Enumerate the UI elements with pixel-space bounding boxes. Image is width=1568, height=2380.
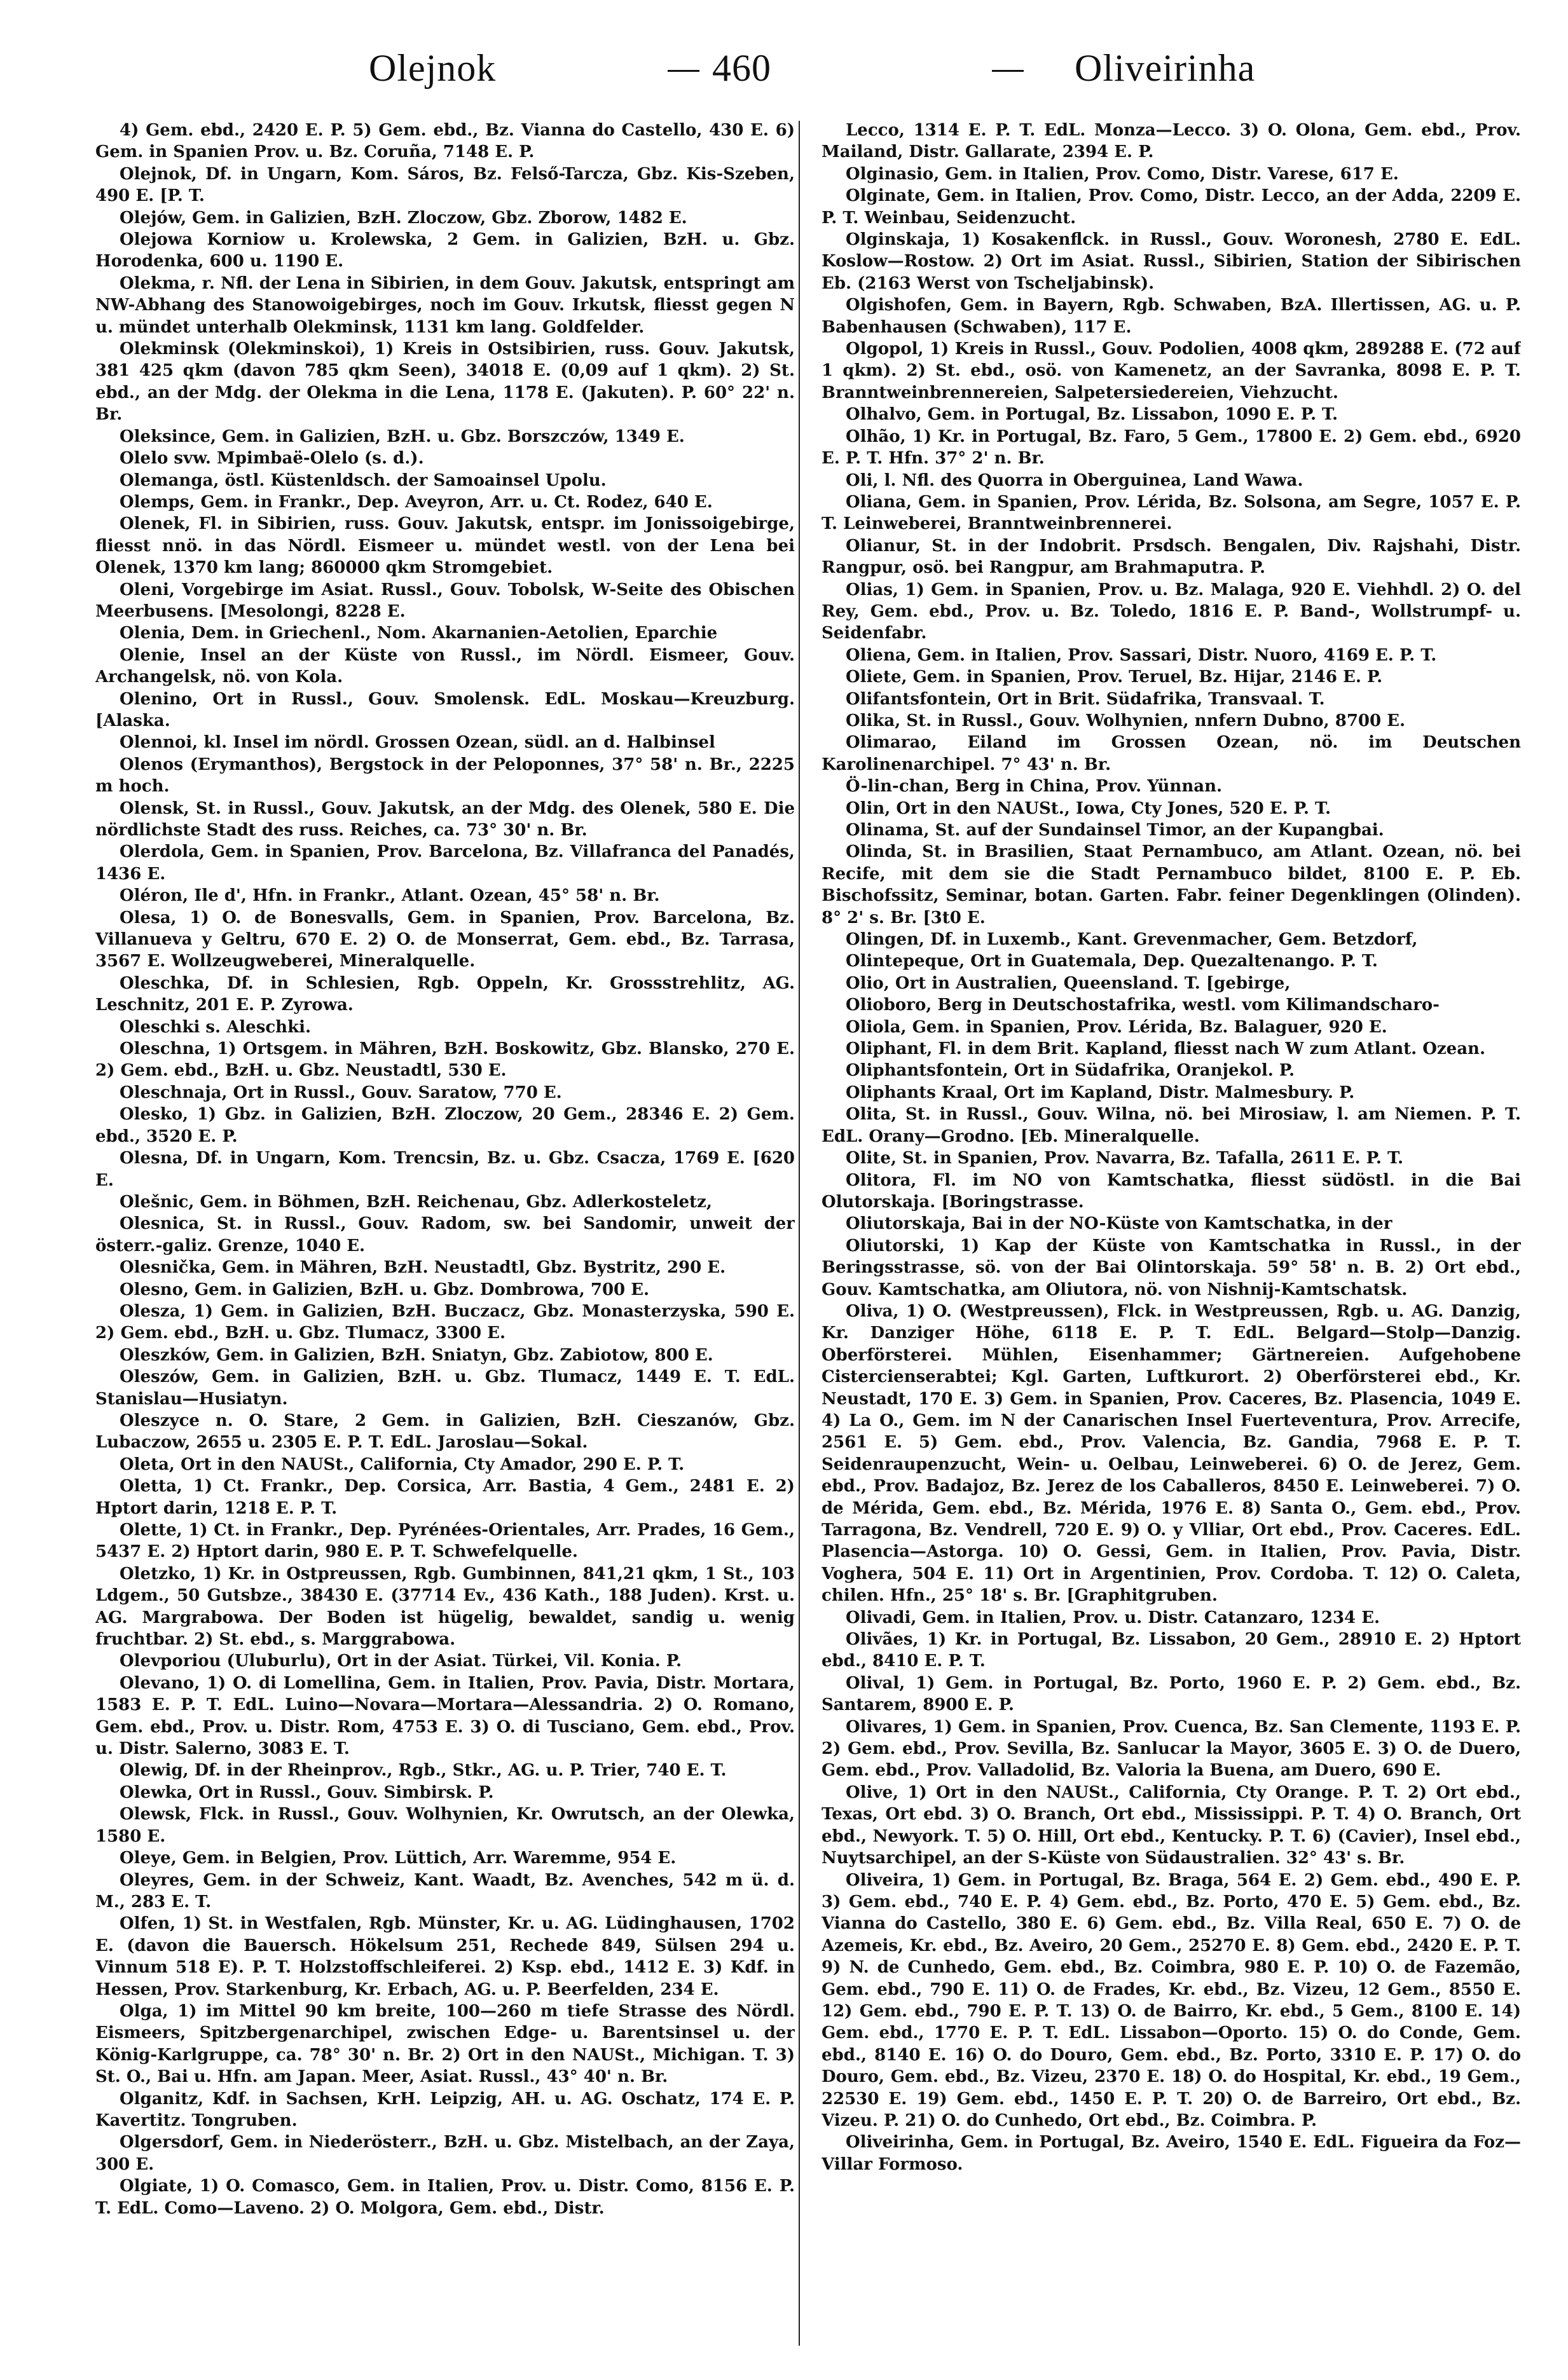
column-divider [799, 121, 800, 2346]
dictionary-entry: Olevano, 1) O. di Lomellina, Gem. in Italien, Prov. Pavia, Distr. Mortara, 1583 E. P. T. EdL. Luino—Novara—Mortara—Alessandria. 2) O. Romano, Gem. ebd., Prov. u. Distr. Rom, 4753 E. 3) O. di Tusciano, Gem. ebd., Prov. u. Distr. Salerno, 3083 E. T. [95, 1673, 795, 1759]
dictionary-entry: Olive, 1) Ort in den NAUSt., California, Cty Orange. P. T. 2) Ort ebd., Texas, Ort ebd. 3) O. Branch, Ort ebd., Mississippi. P. T. 4) O. Branch, Ort ebd., Newyork. T. 5) O. Hill, Ort ebd., Kentucky. P. T. 6) (Cavier), Insel ebd., Nuytsarchipel, an der S-Küste von Südaustralien. 32° 43' s. Br. [822, 1782, 1521, 1868]
dictionary-entry: Olga, 1) im Mittel 90 km breite, 100—260 m tiefe Strasse des Nördl. Eismeers, Spitzbergenarchipel, zwischen Edge- u. Barentsinsel u. der König-Karlgruppe, ca. 78° 30' n. Br. 2) Ort in den NAUSt., Michigan. T. 3) St. O., Bai u. Hfn. am Japan. Meer, Asiat. Russl., 43° 40' n. Br. [95, 2001, 795, 2087]
dictionary-entry: Oléron, Ile d', Hfn. in Frankr., Atlant. Ozean, 45° 58' n. Br. [120, 886, 660, 906]
dictionary-entry: Olifantsfontein, Ort in Brit. Südafrika, Transvaal. T. [846, 689, 1325, 709]
dictionary-entry: Oleksince, Gem. in Galizien, BzH. u. Gbz. Borszczów, 1349 E. [120, 427, 685, 446]
dictionary-entry: Olhalvo, Gem. in Portugal, Bz. Lissabon, 1090 E. P. T. [846, 405, 1338, 425]
dictionary-entry: Oleszyce n. O. Stare, 2 Gem. in Galizien, BzH. Cieszanów, Gbz. Lubaczow, 2655 u. 2305 E. P. T. EdL. Jaroslau—Sokal. [95, 1411, 795, 1453]
dictionary-entry: Oliana, Gem. in Spanien, Prov. Lérida, Bz. Solsona, am Segre, 1057 E. P. T. Leinweberei, Branntweinbrennerei. [822, 492, 1521, 534]
dictionary-entry: Olivares, 1) Gem. in Spanien, Prov. Cuenca, Bz. San Clemente, 1193 E. P. 2) Gem. ebd., Prov. Sevilla, Bz. Sanlucar la Mayor, 3605 E. 3) O. de Duero, Gem. ebd., Prov. Valladolid, Bz. Valoria la Buena, am Duero, 690 E. [822, 1717, 1521, 1781]
dictionary-entry: Oleschnaja, Ort in Russl., Gouv. Saratow, 770 E. [120, 1083, 562, 1102]
dictionary-entry: Oliphantsfontein, Ort in Südafrika, Oranjekol. P. [846, 1061, 1295, 1081]
dictionary-entry: Olette, 1) Ct. in Frankr., Dep. Pyrénées-Orientales, Arr. Prades, 16 Gem., 5437 E. 2) Hptort darin, 980 E. P. T. Schwefelquelle. [95, 1521, 795, 1562]
dictionary-entry: Oliphants Kraal, Ort im Kapland, Distr. Malmesbury. P. [846, 1083, 1355, 1102]
dictionary-entry: Oliutorski, 1) Kap der Küste von Kamtschatka in Russl., in der Beringsstrasse, sö. von der Bai Olintorskaja. 59° 58' n. B. 2) Ort ebd., Gouv. Kamtschatka, am Oliutora, nö. von Nishnij-Kamtschatsk. [822, 1236, 1521, 1299]
dictionary-entry: Oliena, Gem. in Italien, Prov. Sassari, Distr. Nuoro, 4169 E. P. T. [846, 645, 1437, 665]
header-first-entry: Olejnok [369, 47, 497, 89]
dictionary-entry: Oleye, Gem. in Belgien, Prov. Lüttich, Arr. Waremme, 954 E. [120, 1849, 677, 1868]
dictionary-entry: Olimarao, Eiland im Grossen Ozean, nö. im Deutschen Karolinenarchipel. 7° 43' n. Br. [822, 733, 1521, 774]
dictionary-entry: Olekminsk (Olekminskoi), 1) Kreis in Ostsibirien, russ. Gouv. Jakutsk, 381 425 qkm (davon 785 qkm Seen), 34018 E. (0,09 auf 1 qkm). 2) St. ebd., an der Mdg. der Olekma in die Lena, 1178 E. (Jakuten). P. 60° 22' n. Br. [95, 339, 795, 425]
dictionary-entry: Oleschki s. Aleschki. [120, 1017, 312, 1037]
dictionary-entry: Oletzko, 1) Kr. in Ostpreussen, Rgb. Gumbinnen, 841,21 qkm, 1 St., 103 Ldgem., 50 Gutsbze., 38430 E. (37714 Ev., 436 Kath., 188 Juden). Krst. u. AG. Margrabowa. Der Boden ist hügelig, bewaldet, sandig u. wenig fruchtbar. 2) St. ebd., s. Marggrabowa. [95, 1564, 795, 1650]
left-column [95, 120, 795, 2344]
dictionary-entry: Olenia, Dem. in Griechenl., Nom. Akarnanien-Aetolien, Eparchie [120, 624, 718, 643]
dictionary-entry: Oleschka, Df. in Schlesien, Rgb. Oppeln, Kr. Grossstrehlitz, AG. Leschnitz, 201 E. P. Zyrowa. [95, 973, 795, 1015]
dictionary-entry: Oliva, 1) O. (Westpreussen), Flck. in Westpreussen, Rgb. u. AG. Danzig, Kr. Danziger Höhe, 6118 E. P. T. EdL. Belgard—Stolp—Danzig. Oberförsterei. Mühlen, Eisenhammer; Gärtnereien. Aufgehobene Cistercienserabtei; Kgl. Garten, Luftkurort. 2) Oberförsterei ebd., Kr. Neustadt, 170 E. 3) Gem. in Spanien, Prov. Caceres, Bz. Plasencia, 1049 E. 4) La O., Gem. im N der Canarischen Insel Fuerteventura, Prov. Arrecife, 2561 E. 5) Gem. ebd., Prov. Valencia, Bz. Gandia, 7968 E. P. T. Seidenraupenzucht, Wein- u. Oelbau, Leinweberei. 6) O. de Jerez, Gem. ebd., Prov. Badajoz, Bz. Jerez de los Caballeros, 8450 E. Leinweberei. 7) O. de Mérida, Gem. ebd., Bz. Mérida, 1976 E. 8) Santa O., Gem. ebd., Prov. Tarragona, Bz. Vendrell, 720 E. 9) O. y Vlliar, Ort ebd., Prov. Caceres. EdL. Plasencia—Astorga. 10) O. Gessi, Gem. in Italien, Prov. Pavia, Distr. Voghera, 504 E. 11) Ort in Argentinien, Prov. Cordoba. T. 12) O. Caleta, chilen. Hfn., 25° 18' s. Br. [Graphitgruben. [822, 1301, 1521, 1606]
dictionary-entry: Olevporiou (Uluburlu), Ort in der Asiat. Türkei, Vil. Konia. P. [120, 1652, 682, 1671]
dictionary-entry: Oliveira, 1) Gem. in Portugal, Bz. Braga, 564 E. 2) Gem. ebd., 490 E. P. 3) Gem. ebd., 740 E. P. 4) Gem. ebd., Bz. Porto, 470 E. 5) Gem. ebd., Bz. Vianna do Castello, 380 E. 6) Gem. ebd., Bz. Villa Real, 650 E. 7) O. de Azemeis, Kr. ebd., Bz. Aveiro, 20 Gem., 25270 E. 8) Gem. ebd., 2420 E. P. T. 9) N. de Cunhedo, Gem. ebd., Bz. Coimbra, 980 E. P. 10) O. de Fazemão, Gem. ebd., 790 E. 11) O. de Frades, Kr. ebd., Bz. Vizeu, 12 Gem., 8550 E. 12) Gem. ebd., 790 E. P. T. 13) O. de Bairro, Kr. ebd., 5 Gem., 8100 E. 14) Gem. ebd., 1770 E. P. T. EdL. Lissabon—Oporto. 15) O. do Conde, Gem. ebd., 8140 E. 16) O. do Douro, Gem. ebd., Bz. Porto, 3310 E. P. 17) O. do Douro, Gem. ebd., Bz. Vizeu, 2370 E. 18) O. do Hospital, Kr. ebd., 19 Gem., 22530 E. 19) Gem. ebd., 1450 E. P. T. 20) O. de Barreiro, Ort ebd., Bz. Vizeu. P. 21) O. do Cunhedo, Ort ebd., Bz. Coimbra. P. [822, 1870, 1521, 2130]
dictionary-entry: Oleni, Vorgebirge im Asiat. Russl., Gouv. Tobolsk, W-Seite des Obischen Meerbusens. [Mesolongi, 8228 E. [95, 580, 795, 621]
dictionary-entry: Oleszów, Gem. in Galizien, BzH. u. Gbz. Tlumacz, 1449 E. T. EdL. Stanislau—Husiatyn. [95, 1367, 795, 1409]
dictionary-entry: Olintepeque, Ort in Guatemala, Dep. Quezaltenango. P. T. [846, 952, 1378, 971]
dictionary-entry: Olhão, 1) Kr. in Portugal, Bz. Faro, 5 Gem., 17800 E. 2) Gem. ebd., 6920 E. P. T. Hfn. 37° 2' n. Br. [822, 427, 1521, 468]
dictionary-entry: Olinama, St. auf der Sundainsel Timor, an der Kupangbai. [846, 821, 1384, 840]
dictionary-entry: Olennoi, kl. Insel im nördl. Grossen Ozean, südl. an d. Halbinsel [120, 733, 715, 753]
dictionary-entry: Olešnic, Gem. in Böhmen, BzH. Reichenau, Gbz. Adlerkosteletz, [120, 1192, 712, 1212]
dictionary-entry: Olite, St. in Spanien, Prov. Navarra, Bz. Tafalla, 2611 E. P. T. [846, 1149, 1404, 1168]
dictionary-entry: Olgishofen, Gem. in Bayern, Rgb. Schwaben, BzA. Illertissen, AG. u. P. Babenhausen (Schwaben), 117 E. [822, 296, 1521, 337]
right-column [822, 120, 1521, 2344]
dictionary-entry: Olinda, St. in Brasilien, Staat Pernambuco, am Atlant. Ozean, nö. bei Recife, mit dem sie die Stadt Pernambuco bildet, 8100 E. P. Eb. Bischofssitz, Seminar, botan. Garten. Fabr. feiner Degenklingen (Olinden). 8° 2' s. Br. [3t0 E. [822, 842, 1521, 927]
dictionary-entry: Olianur, St. in der Indobrit. Prsdsch. Bengalen, Div. Rajshahi, Distr. Rangpur, osö. bei Rangpur, am Brahmaputra. P. [822, 536, 1521, 578]
page-number: 460 [712, 47, 771, 89]
dictionary-entry: 4) Gem. ebd., 2420 E. P. 5) Gem. ebd., Bz. Vianna do Castello, 430 E. 6) Gem. in Spanien Prov. u. Bz. Coruña, 7148 E. P. [95, 121, 795, 162]
dictionary-entry: Olgopol, 1) Kreis in Russl., Gouv. Podolien, 4008 qkm, 289288 E. (72 auf 1 qkm). 2) St. ebd., osö. von Kamenetz, an der Savranka, 8098 E. P. T. Branntweinbrennereien, Salpetersiedereien, Viehzucht. [822, 339, 1521, 402]
dictionary-entry: Olekma, r. Nfl. der Lena in Sibirien, in dem Gouv. Jakutsk, entspringt am NW-Abhang des Stanowoigebirges, noch im Gouv. Irkutsk, fliesst gegen N u. mündet unterhalb Olekminsk, 1131 km lang. Goldfelder. [95, 273, 795, 337]
dictionary-entry: Oli, l. Nfl. des Quorra in Oberguinea, Land Wawa. [846, 470, 1303, 490]
dictionary-entry: Olemps, Gem. in Frankr., Dep. Aveyron, Arr. u. Ct. Rodez, 640 E. [120, 492, 713, 512]
dictionary-entry: Olemanga, östl. Küstenldsch. der Samoainsel Upolu. [120, 470, 607, 490]
dictionary-entry: Ö-lin-chan, Berg in China, Prov. Yünnan. [846, 777, 1223, 797]
dictionary-entry: Olias, 1) Gem. in Spanien, Prov. u. Bz. Malaga, 920 E. Viehhdl. 2) O. del Rey, Gem. ebd., Prov. u. Bz. Toledo, 1816 E. P. Band-, Wollstrumpf- u. Seidenfabr. [822, 580, 1521, 643]
dictionary-entry: Olenek, Fl. in Sibirien, russ. Gouv. Jakutsk, entspr. im Jonissoigebirge, fliesst nnö. in das Nördl. Eismeer u. mündet westl. von der Lena bei Olenek, 1370 km lang; 860000 qkm Stromgebiet. [95, 514, 795, 578]
dictionary-entry: Olganitz, Kdf. in Sachsen, KrH. Leipzig, AH. u. AG. Oschatz, 174 E. P. Kavertitz. Tongruben. [95, 2089, 795, 2130]
dictionary-entry: Olgiate, 1) O. Comasco, Gem. in Italien, Prov. u. Distr. Como, 8156 E. P. T. EdL. Como—Laveno. 2) O. Molgora, Gem. ebd., Distr. [95, 2177, 795, 2218]
dictionary-entry: Oleschna, 1) Ortsgem. in Mähren, BzH. Boskowitz, Gbz. Blansko, 270 E. 2) Gem. ebd., BzH. u. Gbz. Neustadtl, 530 E. [95, 1039, 795, 1081]
dictionary-entry: Olioboro, Berg in Deutschostafrika, westl. vom Kilimandscharo- [846, 995, 1440, 1015]
dictionary-entry: Olgersdorf, Gem. in Niederösterr., BzH. u. Gbz. Mistelbach, an der Zaya, 300 E. [95, 2133, 795, 2174]
dictionary-entry: Oleyres, Gem. in der Schweiz, Kant. Waadt, Bz. Avenches, 542 m ü. d. M., 283 E. T. [95, 1870, 795, 1912]
dictionary-entry: Olivadi, Gem. in Italien, Prov. u. Distr. Catanzaro, 1234 E. [846, 1608, 1380, 1627]
page-header [76, 39, 1492, 97]
dictionary-entry: Olio, Ort in Australien, Queensland. T. [gebirge, [846, 973, 1291, 993]
dictionary-entry: Oliphant, Fl. in dem Brit. Kapland, fliesst nach W zum Atlant. Ozean. [846, 1039, 1486, 1059]
dictionary-entry: Olenos (Erymanthos), Bergstock in der Peloponnes, 37° 58' n. Br., 2225 m hoch. [95, 755, 795, 797]
dictionary-entry: Olginasio, Gem. in Italien, Prov. Como, Distr. Varese, 617 E. [846, 164, 1399, 184]
dictionary-entry: Olita, St. in Russl., Gouv. Wilna, nö. bei Mirosiaw, l. am Niemen. P. T. EdL. Orany—Grodno. [Eb. Mineralquelle. [822, 1105, 1521, 1146]
dictionary-entry: Oliete, Gem. in Spanien, Prov. Teruel, Bz. Hijar, 2146 E. P. [846, 667, 1383, 687]
dictionary-entry: Oliutorskaja, Bai in der NO-Küste von Kamtschatka, in der [846, 1214, 1393, 1234]
dictionary-entry: Olejnok, Df. in Ungarn, Kom. Sáros, Bz. Felső-Tarcza, Gbz. Kis-Szeben, 490 E. [P. T. [95, 164, 795, 206]
dictionary-entry: Olin, Ort in den NAUSt., Iowa, Cty Jones, 520 E. P. T. [846, 798, 1331, 818]
dictionary-entry: Olenie, Insel an der Küste von Russl., im Nördl. Eismeer, Gouv. Archangelsk, nö. von Kola. [95, 645, 795, 687]
dictionary-entry: Lecco, 1314 E. P. T. EdL. Monza—Lecco. 3) O. Olona, Gem. ebd., Prov. Mailand, Distr. Gallarate, 2394 E. P. [822, 121, 1521, 162]
dictionary-entry: Oliveirinha, Gem. in Portugal, Bz. Aveiro, 1540 E. EdL. Figueira da Foz—Villar Formoso. [822, 2133, 1521, 2174]
dictionary-entry: Olika, St. in Russl., Gouv. Wolhynien, nnfern Dubno, 8700 E. [846, 711, 1406, 730]
dictionary-entry: Oletta, 1) Ct. Frankr., Dep. Corsica, Arr. Bastia, 4 Gem., 2481 E. 2) Hptort darin, 1218 E. P. T. [95, 1477, 795, 1518]
dictionary-entry: Olfen, 1) St. in Westfalen, Rgb. Münster, Kr. u. AG. Lüdinghausen, 1702 E. (davon die Bauersch. Hökelsum 251, Rechede 849, Sülsen 294 u. Vinnum 518 E). P. T. Holzstoffschleiferei. 2) Ksp. ebd., 1412 E. 3) Kdf. in Hessen, Prov. Starkenburg, Kr. Erbach, AG. u. P. Beerfelden, 234 E. [95, 1914, 795, 1999]
dictionary-entry: Olesko, 1) Gbz. in Galizien, BzH. Zloczow, 20 Gem., 28346 E. 2) Gem. ebd., 3520 E. P. [95, 1105, 795, 1146]
dictionary-entry: Olginate, Gem. in Italien, Prov. Como, Distr. Lecco, an der Adda, 2209 E. P. T. Weinbau, Seidenzucht. [822, 186, 1521, 228]
dictionary-entry: Oliola, Gem. in Spanien, Prov. Lérida, Bz. Balaguer, 920 E. [846, 1017, 1387, 1037]
dictionary-entry: Olerdola, Gem. in Spanien, Prov. Barcelona, Bz. Villafranca del Panadés, 1436 E. [95, 842, 795, 884]
dictionary-entry: Olginskaja, 1) Kosakenflck. in Russl., Gouv. Woronesh, 2780 E. EdL. Koslow—Rostow. 2) Ort im Asiat. Russl., Sibirien, Station der Sibirischen Eb. (2163 Werst von Tscheljabinsk). [822, 230, 1521, 293]
dictionary-entry: Olesza, 1) Gem. in Galizien, BzH. Buczacz, Gbz. Monasterzyska, 590 E. 2) Gem. ebd., BzH. u. Gbz. Tlumacz, 3300 E. [95, 1301, 795, 1343]
dictionary-entry: Olejów, Gem. in Galizien, BzH. Zloczow, Gbz. Zborow, 1482 E. [120, 208, 687, 228]
dictionary-entry: Oleszków, Gem. in Galizien, BzH. Sniatyn, Gbz. Zabiotow, 800 E. [120, 1345, 713, 1365]
dictionary-entry: Olewsk, Flck. in Russl., Gouv. Wolhynien, Kr. Owrutsch, an der Olewka, 1580 E. [95, 1805, 795, 1846]
dictionary-entry: Olesnička, Gem. in Mähren, BzH. Neustadtl, Gbz. Bystritz, 290 E. [120, 1258, 726, 1278]
dictionary-entry: Olelo svw. Mpimbaë-Olelo (s. d.). [120, 449, 424, 468]
dictionary-entry: Olesno, Gem. in Galizien, BzH. u. Gbz. Dombrowa, 700 E. [120, 1280, 650, 1299]
dictionary-entry: Olenino, Ort in Russl., Gouv. Smolensk. EdL. Moskau—Kreuzburg. [Alaska. [95, 689, 795, 730]
dictionary-entry: Olivães, 1) Kr. in Portugal, Bz. Lissabon, 20 Gem., 28910 E. 2) Hptort ebd., 8410 E. P. T. [822, 1630, 1521, 1671]
dictionary-entry: Olingen, Df. in Luxemb., Kant. Grevenmacher, Gem. Betzdorf, [846, 930, 1418, 950]
header-dash-left [668, 70, 699, 72]
dictionary-entry: Olejowa Korniow u. Krolewska, 2 Gem. in Galizien, BzH. u. Gbz. Horodenka, 600 u. 1190 E. [95, 230, 795, 271]
dictionary-entry: Olesa, 1) O. de Bonesvalls, Gem. in Spanien, Prov. Barcelona, Bz. Villanueva y Geltru, 670 E. 2) O. de Monserrat, Gem. ebd., Bz. Tarrasa, 3567 E. Wollzeugweberei, Mineralquelle. [95, 908, 795, 971]
dictionary-entry: Olitora, Fl. im NO von Kamtschatka, fliesst südöstl. in die Bai Olutorskaja. [Boringstrasse. [822, 1170, 1521, 1212]
dictionary-entry: Olewig, Df. in der Rheinprov., Rgb., Stkr., AG. u. P. Trier, 740 E. T. [120, 1761, 727, 1781]
header-last-entry: Oliveirinha [1075, 47, 1256, 89]
dictionary-entry: Olival, 1) Gem. in Portugal, Bz. Porto, 1960 E. P. 2) Gem. ebd., Bz. Santarem, 8900 E. P. [822, 1673, 1521, 1715]
dictionary-entry: Olesnica, St. in Russl., Gouv. Radom, sw. bei Sandomir, unweit der österr.-galiz. Grenze, 1040 E. [95, 1214, 795, 1255]
dictionary-entry: Oleta, Ort in den NAUSt., California, Cty Amador, 290 E. P. T. [120, 1454, 685, 1474]
dictionary-entry: Olensk, St. in Russl., Gouv. Jakutsk, an der Mdg. des Olenek, 580 E. Die nördlichste Stadt des russ. Reiches, ca. 73° 30' n. Br. [95, 798, 795, 840]
header-dash-right [992, 70, 1024, 72]
dictionary-entry: Olewka, Ort in Russl., Gouv. Simbirsk. P. [120, 1782, 494, 1802]
dictionary-entry: Olesna, Df. in Ungarn, Kom. Trencsin, Bz. u. Gbz. Csacza, 1769 E. [620 E. [95, 1149, 795, 1190]
